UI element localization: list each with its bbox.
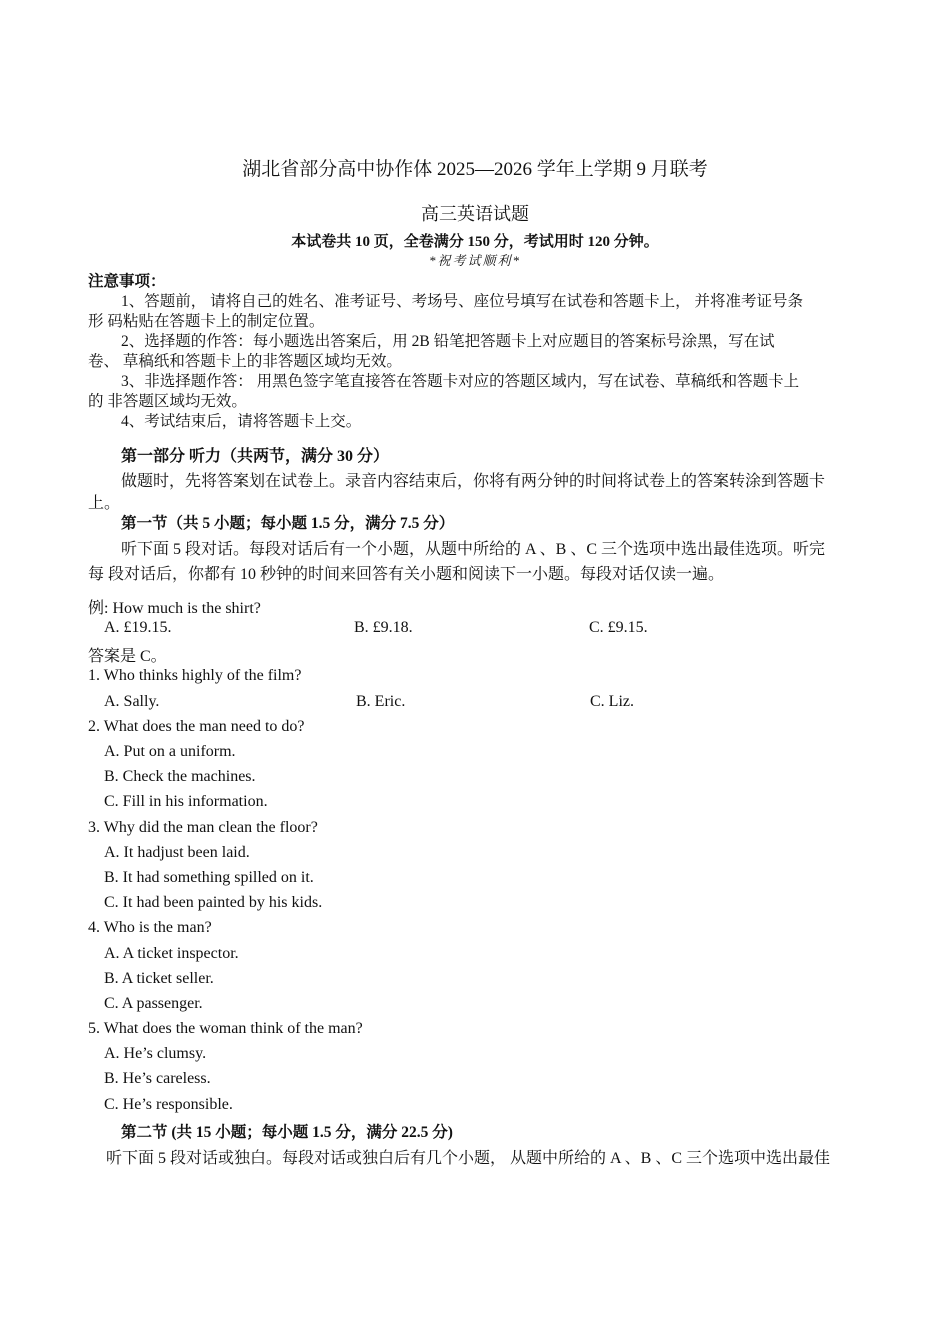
question-1-option-a: A. Sally. — [104, 693, 160, 710]
exam-title: 湖北省部分高中协作体 2025—2026 学年上学期 9 月联考 — [242, 159, 708, 180]
exam-subtitle: 高三英语试题 — [421, 204, 529, 224]
note-2-line-1: 2、选择题的作答：每小题选出答案后，用 2B 铅笔把答题卡上对应题目的答案标号涂黑，写在试 — [121, 333, 775, 350]
question-5-stem: 5. What does the woman think of the man? — [88, 1020, 363, 1037]
question-2-option-c: C. Fill in his information. — [104, 793, 268, 810]
section1-intro-line-1: 听下面 5 段对话。每段对话后有一个小题，从题中所给的 A 、B 、C 三个选项中选出最佳选项。听完 — [121, 541, 826, 558]
notes-heading: 注意事项： — [88, 273, 166, 290]
example-option-a: A. £19.15. — [104, 619, 172, 636]
question-2-option-a: A. Put on a uniform. — [104, 743, 236, 760]
question-5-option-a: A. He’s clumsy. — [104, 1045, 207, 1062]
section1-heading: 第一节（共 5 小题；每小题 1.5 分，满分 7.5 分） — [121, 515, 455, 532]
question-1-stem: 1. Who thinks highly of the film? — [88, 667, 302, 684]
part1-heading: 第一部分 听力（共两节，满分 30 分） — [121, 448, 390, 465]
note-1-line-1: 1、答题前， 请将自己的姓名、准考证号、考场号、座位号填写在试卷和答题卡上， 并将准考证号条 — [121, 293, 804, 310]
question-3-stem: 3. Why did the man clean the floor? — [88, 819, 318, 836]
question-4-option-c: C. A passenger. — [104, 995, 203, 1012]
section1-intro-line-2: 每 段对话后，你都有 10 秒钟的时间来回答有关小题和阅读下一小题。每段对话仅读一遍。 — [88, 566, 725, 583]
question-4-option-a: A. A ticket inspector. — [104, 945, 239, 962]
note-1-line-2: 形 码粘贴在答题卡上的制定位置。 — [88, 313, 325, 330]
note-4: 4、考试结束后，请将答题卡上交。 — [121, 413, 362, 430]
question-4-option-b: B. A ticket seller. — [104, 970, 214, 987]
question-3-option-a: A. It hadjust been laid. — [104, 844, 250, 861]
part1-intro-line-1: 做题时，先将答案划在试卷上。录音内容结束后，你将有两分钟的时间将试卷上的答案转涂到答题卡 — [121, 473, 826, 490]
question-1-option-c: C. Liz. — [590, 693, 634, 710]
note-2-line-2: 卷、 草稿纸和答题卡上的非答题区域均无效。 — [88, 353, 402, 370]
note-3-line-2: 的 非答题区域均无效。 — [88, 393, 247, 410]
part1-intro-line-2: 上。 — [88, 495, 121, 512]
question-3-option-b: B. It had something spilled on it. — [104, 869, 314, 886]
example-question: 例: How much is the shirt? — [88, 600, 261, 617]
question-1-option-b: B. Eric. — [356, 693, 406, 710]
question-2-stem: 2. What does the man need to do? — [88, 718, 305, 735]
note-3-line-1: 3、非选择题作答： 用黑色签字笔直接答在答题卡对应的答题区域内，写在试卷、草稿纸和答题卡上 — [121, 373, 800, 390]
question-2-option-b: B. Check the machines. — [104, 768, 256, 785]
exam-info: 本试卷共 10 页，全卷满分 150 分，考试用时 120 分钟。 — [291, 234, 659, 250]
section2-heading: 第二节 (共 15 小题；每小题 1.5 分，满分 22.5 分) — [121, 1124, 453, 1141]
example-answer: 答案是 C。 — [88, 648, 167, 665]
question-4-stem: 4. Who is the man? — [88, 919, 212, 936]
question-5-option-c: C. He’s responsible. — [104, 1096, 233, 1113]
section2-intro: 听下面 5 段对话或独白。每段对话或独白后有几个小题， 从题中所给的 A 、B 、C 三个选项中选出最佳 — [106, 1150, 831, 1167]
question-3-option-c: C. It had been painted by his kids. — [104, 894, 323, 911]
example-option-c: C. £9.15. — [589, 619, 648, 636]
exam-wish: *祝考试顺利* — [428, 253, 521, 268]
question-5-option-b: B. He’s careless. — [104, 1070, 211, 1087]
example-option-b: B. £9.18. — [354, 619, 413, 636]
